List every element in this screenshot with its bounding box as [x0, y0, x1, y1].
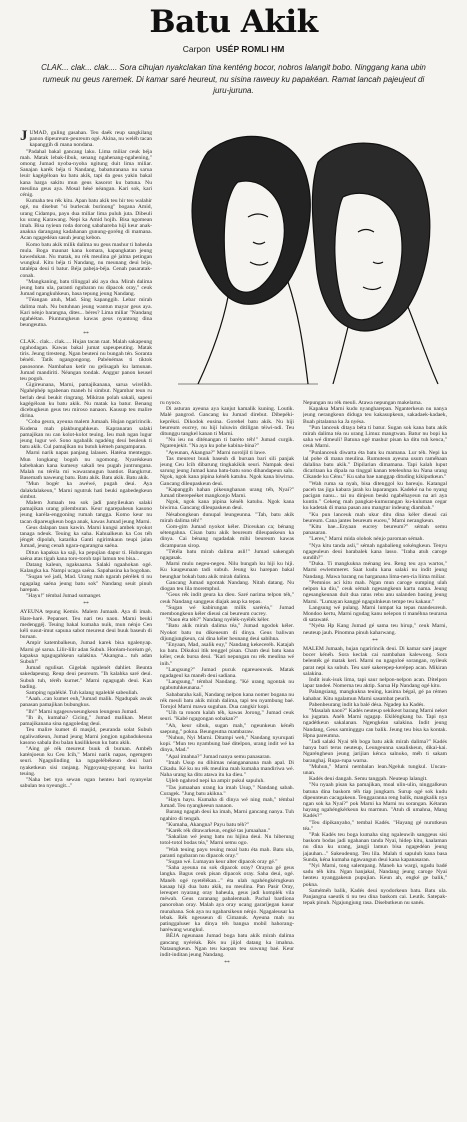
paragraph: Nésabongkean dunupal leungeunna. "Tah, batu akik mirah dalima téh!"	[160, 511, 294, 524]
paragraph: "Kapanggih hahan pikeunghanan urang téh, Nyai?" Jumad tiberepeéket mangkonjo Marni.	[160, 486, 294, 500]
paragraph: "Mangkaning, batu tilinggal aki aya dua. Mirah dalima jeung batu ula, paranti ngubaran nu dipacok oray," ceuk Jumad ngangkuhkeun, basa tepung jeung Nandang.	[20, 278, 152, 298]
paragraph: "Punlanceuk diwarta éta batu ku mamana. Lur téh. Nepi ka lal pohe di mana meulina. Rumuteun ayeuna usum raméhaan dalalina batu akik." Dipilarian dimamana. Tapi kalah luput dicaritaan ka dipala na tinggal kanan teteleuhna ku Nana urang Cikande ku Cénu." Ku saha bae nanggap dituding kikiputkeun."	[303, 449, 447, 481]
paragraph: "Ih ih, kumaha? Cicing," Jumad malikan. Metot pamajikanana sina ngagoledag deui.	[20, 714, 152, 728]
paragraph: "Sakalian wé jeung batu nu hijina deui. Nu hiberung totol-totol bodas téa," Marni semu ogo.	[160, 834, 294, 847]
paragraph: Ngok, ngok kana pipina kénéh katuhu. Ngok kana biwirna. Gancang dileupaskeun deui.	[160, 499, 294, 512]
paragraph: "Ayeunan, Akangna?" Marni noroljil ti lawe.	[166, 449, 267, 456]
paragraph: Indit isuk-isuk lima, tapi saur nelpon-nelpon acan. Ditelpon lapar tandeé. Nomerna teu aktip. Sarua Hp Nandang ogé kitu.	[303, 676, 447, 690]
column-1-paragraph-1: JUMAD, guling gasahan. Teu daék reup sangkilang panon dipeureum-peureum ogé. Akina, nu weléh tacan kapanggih di mana nondana.	[20, 130, 152, 149]
paragraph: Jumad ngulisat. Gigelak ngalenét dahliet. Beunta sakedapeung. Reup deui peureum. "Ih kalahka saré deui. Subuh tuh, téréh kurnet." Marni ngagugah deui. Kan bading.	[20, 665, 152, 690]
paragraph: "Sugan wé kabirungan milik saréréa," Jumad membongkeun kéler dieusi cai beureum cucrey.	[160, 604, 294, 617]
paragraph: "Hayu hayu. Kumaha di dinya wé ning mah," témbal Jumad. Teu nyangkeeun nanaon.	[160, 797, 294, 810]
story-title: Batu Akik	[149, 4, 318, 40]
paragraph: Palangsiang, mangkukna teuing, kasima bégal, gé pa rémen kahabar. Kitu ngalamun Marni sasambat peurih.	[303, 689, 447, 702]
paragraph: Kapaksa Marni kudu nyangharepan. Nganterkeun nu nanya jeung nerangkeun diduga teu kakasupkeun, sakadaek-kadaek, Buah pitalanna ka Ja nyésa.	[303, 406, 447, 425]
paragraph: Nepungan nu rék meuli. Atawa nepungan makelarna.	[303, 400, 422, 406]
paragraph: "Teu dipikanyaho," tembal Kadés. "Hayang gé nurutkeun téa."	[303, 819, 447, 832]
paragraph: "Nu ieu nu diténangan ti baréto téh!" Jumad curgik. Ngarenjekit. "Na aya ku pohe kabina-bina?"	[160, 437, 294, 450]
paragraph: Datang kaleun, ngaksaarsa. Salaki ngaahokan ogé. Kalangka ka. Nampi ucaga saéna. Sapahasina ka bogohan.	[20, 562, 152, 575]
paragraph: Gom-gim Jumad nyokot kéler. Diceukan ca; bénang sétengahna. Cisan batu akik beureum dileupaskeun ka dinya. Cai bénang ngadadak mihi beureum kawas dicampuran sirop.	[160, 524, 294, 549]
paragraph: Kadés deui dangah. Semu tanggah. Neuteup lalangit.	[309, 776, 428, 783]
paragraph: "Aaah...can kumet euh,"Jumad malik. Ngadupak awak panasan pamajikan bubungkus.	[20, 696, 152, 709]
paragraph: Barang ngagah deui ka imah, Marni gancang nanya. Tuh ngahiro di tengah.	[160, 809, 294, 822]
paragraph: "Duka. Ti mangkukna ménang ieu. Reng teu aya wartos," Marni ewlemmeret. Saat kudu kana salaki nu indit jeung Nandang. Mawa barang nu harganana lima-nen-ria liima miliar.	[303, 561, 447, 580]
paragraph: "Naha bet nya sewan ngan henteu bari nyanyelat sabulan tea nyeungit..."	[20, 776, 152, 790]
byline-prefix: Carpon	[182, 44, 211, 54]
paragraph: Marni mulu negeu-negeu. Nilu bungah ku hiji ku hiji. Ku kaugeunaan tadi subuh. Jeung ku harepan bakal beunghar bokah batu akik mirah dalima.	[160, 561, 294, 580]
paragraph: "Tas jumaahan urang ka imah Usup," Nandang sabah. Curagek. "Jung batu akikna."	[160, 784, 294, 797]
paragraph: Di asturan ayeuna aya kanjut kamalik kuning. Loutik. Malé pangrod. Gancang ku Jumad direbut. Dibepéki-kepréksi. Dikodok eusina. Gorehel batu akik. Nu hiji beureum eucrey, nu hiji luluwin ditiligan téiwi-ndi. Teu ditunggu tangkel kanan ti Marni.	[160, 406, 294, 438]
paragraph: "Muhun," Marni nembalan lean.Ngeluk tungkul. Uncan-unan.	[303, 763, 447, 776]
article-column-3	[303, 400, 447, 1108]
paragraph: "Enyaan, Mad, asalik euy," Nandang kekeceréh. Katajah ku batu. Dikukui itik tenggel pisan. Cham deui batu kana kéler, ceuk bursa deui. "Kari nepungan nu rék meulina wé inih."	[160, 641, 294, 667]
paragraph: "Nya kitu tanda asli," sémah ngabalieng sokéngkeun. Tenyu ngageuleun deui barabalek kana lasso. "Iraha atuh caroge sundih?"	[303, 542, 447, 562]
paragraph: "Ku pun lanceuk mah ukur ditu dina kéler dieusi cai beureum. Cana jantes beureum euceu," Marni nerangkeun.	[303, 511, 447, 524]
paragraph: Kumaha teu rék kitu. Apan batu akik teu hir teu walahir ogé, nu disebut "si burlecak burinong" bogana Amid, urang Cidampu, payu dua miliar lima puluh juta. Dibeuli ku urang Karawang. Nepi ka Amid hojih. Bisa ngomean imah. Bisa nyieun roda dorong sabahareba hiji keur anak-anakna darangang kadahanan gunung-goréng di mamana. Acan ngagedéan sasuh jeung kebon.	[20, 198, 152, 242]
paragraph: BÉJA ngeunaan Jumad boga batu akik mirah dalima gancang nyéréak. Rés nu jiijol datang ka imahna. Nataungkeun. Ngan teu kaopan teu suwung baé. Keur indit-inditan jeung Nandang.	[160, 933, 294, 959]
paragraph: Sababaraha kali, Nandang nelpon kana nomer bogana nu rék meuli batu akik mirah dalima, tapi teu nyambung baé. Torojol Marni mawa suguhan. Dua cangkir kopi.	[160, 691, 294, 710]
paragraph: "Sugan wé. Lumayan keur alter dipacok oray gé."	[166, 859, 278, 866]
paragraph: "Mun bogér ka awéwé, pugah deui. Aya dalakdalakeun," Marni ngutruk hati beuki ngabedegkeun simbut.	[20, 481, 152, 500]
article-column-1	[20, 130, 152, 1108]
story-illustration	[168, 122, 453, 390]
paragraph: "Sugan wé jadi, Mad. Urang mah ngarah pérélek ti nu ngagalag saéna jeung batu sok" Nandang seuit pinuh harepan.	[20, 574, 152, 593]
paragraph: "Tétéla batu mirah dalima asli!" Jumad sakengah ngagasak.	[160, 548, 294, 562]
section-separator: **	[372, 637, 378, 644]
paragraph: "Nyéta Hp Kang Jumad gé sama teu hirup," ceuk Marni, neuteup jauh. Pinomna pinuh kaharwang.	[303, 623, 447, 636]
paragraph: Ampir katembalkeun, Jumad karek bisa ngalenyap. Marni gé sarua. Lilir-lilir adan Subuh. Horéam-horéam gé, kapaksa ngagugahkeun salakina. "Akangna... tuh adan Subuh!"	[20, 640, 152, 666]
paragraph: "Saha ayeuna nu sok dipacok oray? Orayna gé geus langka. Bagus ceuk pisan dipacok oray. Saha deui, ogé. Manéh ogé nyetélékan..." éta ulah ngahéngkérngkeun kasaap hiji dua batu akik, nu meulina. Pan Pasir Oray, lereupet nyarang oray baheula, geus jadi komplék vila méwah. Geus caranang pabalentuah. Pachal bardiona panoroban oray. Malah aya oray ucang gararijegan kasur munahana. Sok aya nu ngabarsikeun nénjo. Ngagaleusar ka lebak. Rék ngeuseun di Cimanuk. Ayeuna mah nu patinggaluser ka dinya téh bangsa mobil hahorang-haréwang wungkul.	[160, 865, 294, 934]
paragraph: CLAK.. clak... clak..... Hujan tacan raat. Malah sakapeung ngahodagan. Kawas bakal jumat sapeupeuting. Matak tiris. Jeung tiresteng. Ngan beuteni nu bungah tén. Soranta bénéti. Tatik ngangongong. Pabénémas ti tiktok pasosonne. Nambahan ketir nu gelisagah ku lamunan. Jumad mandiriti. Néangan tondak. Anggur panon keusel teu pogoh.	[20, 338, 152, 382]
paragraph: Ujleb ngahrod nepi ka ampir pukul sapuluh.	[166, 778, 265, 785]
paragraph: "Ih!" Marni ngageuwueungkeun leungeun Jumad.	[26, 708, 138, 715]
paragraph: Marni narik napas panjang lalauen. Haténa menteggu. Mun longkang bogoh nu ngomong. Nyaréskeun kabebakan kana kumeuy sakali teu pugah juntrungana. Malah nu téréla mi wawaranugun bantiot. Bangkrrut. Basemath naweung batu. Batu akik. Batu akik. Batu akik.	[20, 450, 152, 482]
paragraph: "Pemnios aci kitu mah. Ngan mun caroge sumping ulah nelpon ka diu," ceuk sémah ngesangkeun kartu nama. Jeung ngesangkeunan duit dua ratus rebu anu salanden basing jeung Marni. "Lumayan kanggé ngagulnkeun tempe teu kakaur."	[303, 579, 447, 605]
section-separator: **	[224, 960, 230, 967]
paragraph: Gigireunana, Marni, pamajikanana, sarua wirelikh. Ngahéphép ngabenan maneh hi simbut. Ngambar teun ru berlah deui beukit ringrang. Mikiran polah sakali, sapeni kagégéloan ku batu akik. Nu matak ka batur. Benang dicebugkeun geus teu miroso nanaon. Kausup teu malire dirina.	[20, 382, 152, 420]
paragraph: "Imah Usup nu dihimas néangananana mah apal. Di Cikadu. Ké ku nu rék meulina mah kumaha mandiriwa wé. Naha urang ka ditu atawa itu ka dieu."	[160, 759, 294, 779]
paragraph: Tas meureut buuk baseuh di buruan bari sili panjak jeung Ceu Icih dibarung tingkakikik seuri. Nampak deui sarung jeung Jumad kana batu-batu sono dihandapeun salu. Ngok, ngok kana pipina kénéh katuhu. Ngok kana biwirna. Gancang dileupaskeun deui.	[160, 455, 294, 487]
paragraph: MALEM Jumaah, hujan ngaririncik deui. Di kamar saré jauger bocer kénéh. Sora keclak cai nambahan kalewong. Sora belenték gé matak keri. Marni nu ngagoloé sorangan, nyileuk parat nepi ka subuh. Teu saré sakerepep-kerépep acan. Mikiran salakina.	[303, 645, 447, 677]
paragraph: "Apal imahna?" Jumad nanya semu panasaran.	[166, 753, 271, 760]
paragraph: "Langsung?" Jumad pucuk ngareueuwuk. Matak ngadageul ka manéh deui sadiana.	[160, 666, 294, 679]
drop-cap: J	[20, 130, 28, 144]
article-column-2	[160, 400, 294, 1108]
paragraph: "Padahal bakal gancang laku. Lima miliar ceuk béja mah. Matak lebak-libuk, senang ngahenang-ngahening," omong Jumad nyoba-nyoba ngitung duit lima miliar. Sanajan karék béja ti Nandang, babaturanana nu sarua leuir kagégéloan ku batu akik, tapi da geus yakin bakal kana harga sakitu mun geus kasorot ku batuna. Nu meulina geus aya. Mosal hésé néangan. Kari sok, kari cénig.	[20, 148, 152, 199]
paragraph: "Wah ruma sa nyah, bisa ditenggol ku bareuju. Katangal paceh tas jiga kabara jarah ku laparangan. Kadeké na ho nyang pacigan nanu... tai nu dinjeun beuki ngabéhayeun na ari aya kuntin." Cekeng mah pangkat-kumurangan ku-kuluman cegar ku kadetak di mana pasan anu mangtur indeung diambah."	[303, 480, 447, 512]
paragraph: "Geus rék indit geura ka dieu. Saré narima telpon téh," ceuk Nandang sanggeus diajak asup ka tepas.	[160, 592, 294, 605]
paragraph: Komo batu akik milik dalima nu geus mashur ti baheula mula. Boga maunat kana komara, kapangkatan jeung kawedukan. Nu matak, nu rék meulina gé jalma petingan wungkul. Kitu béja ti Nandang, nu meunang deui béja, tatalépa deui ti batur. Béja pabeja-béja. Cenah pasaratak-conah.	[20, 241, 152, 279]
paragraph: "Pun lanceuk ditaya béta ti batur. Sugan sok kana batu akik mirah dalima téa nu urang Limuz mangtwan. Batur nu bopi ka saha wé dimeuli! Batuna ogé mashur pisan ka ditu tuh kenca," ceuk Marni.	[303, 424, 447, 450]
paragraph: "Uih ta ronom kalah téh, kawas Jorong," Jumad ceuk seuri. "Kabé ngagongan sobakan?"	[160, 710, 294, 723]
paragraph: Samping ngaléklé. Tuh kalang ngaleklé sabeuliah.	[26, 690, 139, 697]
paragraph: ru nyoco.	[160, 400, 182, 406]
byline	[0, 44, 467, 54]
paragraph: "Karék rék ditawarkeun, engké tas jumaahan."	[166, 828, 271, 835]
paragraph: "Leres," Marni mida olohok nénjo paroman sémah.	[309, 536, 424, 543]
paragraph: "Pak Kadés teu boga kumaha sing ngaleuwih sanggeus sisi baskom bodas jadi ngahanan tanda Nyai, hidep kitu, kaalaman nu dina ku urang, jangji lamun bisa ngagedéan jeung jajauhan..." Sakeudeung. Teu lila. Malah ti sapuluh kana basa Sunda, kéna kumaha ngawangun deui kana kapanasaran.	[303, 832, 447, 863]
paragraph: "Naon éta téh?" Nandang nyélék-nyélék kéler.	[166, 617, 270, 624]
paragraph: "Nyi Marni, tong salempang. Maneh ka wargi, ngadu badé sadu téh kitu. Ngan hanjakal, Nandang jeung caroge Nyai henteu nyanggakeun pupujian. Keun ah, engké ge balik," pokna.	[303, 863, 447, 888]
section-separator: **	[83, 330, 89, 337]
paragraph: AYEUNA tepung Kemis. Malem Jumaah. Aya di imah. Hare-harè. Pepanset. Teu nari teu naon. Marni beuki medenggéj. Teuing bakal kumaha nuik, mun nénjo Cen kéli susut-imut sapuna sabot meureut deui buuk baseuh di buruan.	[20, 609, 152, 641]
paragraph: "Hayu!" témbal Jumad sumanget.	[26, 593, 102, 600]
paragraph: "Nuhun, Nyi Marni. Ditampi weh," Nandang nyurupati kopi. "Mun teu nyambung baé ditelpon, urang indit wé ka dinya, Mad."	[160, 734, 294, 754]
paragraph: Langsung wé pulang. Marni lumpat ka tepas mandeureuh. Mondoo kertu, Marni ngudag kanu nelepon ti manéhna teurarsa di satawaté.	[303, 604, 447, 624]
paragraph: Pabenbeurang indit ka balé désa. Ngadep ka Kadés.	[309, 701, 425, 708]
paragraph: "Batu akik mirah dalima téa," Jumad ngodok kéler. Nyokot batu nu dikeueum di dinya. Geus baliwan dijungjungkeun, cai dina kéler heunang deui sabihna.	[160, 623, 294, 642]
paragraph: "Kumaha, Akangna? Payu batu téh?"	[166, 821, 250, 828]
lead-paragraph: CLAK... clak... clak.... Sora cihujan nyakclakan tina kenténg bocor, nobros lalangit bobo. Ninggang kana ubin rumeuk nu geus raremek. Di kamar saré heureut, nu sisina raweuy ku papakéan. Ramat lancah pajeujeut di juru-juruna.	[41, 63, 426, 95]
paragraph: Geus dalapan taun kawin. Marni kungsi ambek nyokot tanaga ndeuk. Teuing ka saha. Kahualkeun ka Cos téh jéngét dipolah, katarika Ganti ngirimkaun teupi jalan Jumad, jeung cenah ngara-ngarangna saéna.	[20, 524, 152, 550]
section-separator: **	[83, 601, 89, 608]
paragraph: "Nu nyaah pisan ka pamajikan, moal ulin-ulin, ninggalkeun batuna dina baskom téh tiap jungkarn. Surup ogé sok kudu dipeunteun cacagakeun. Tenggaranna reng balik, mangkalik nya ngan sok ka Nyai?" pok Marni ka Marni nu sorangan. Kétaran hayang ngahéngkérkeun ku marmun. "Atuh di umahna, Mang Kadés?"	[303, 782, 447, 820]
paragraph: Ditun kapaksa ka saji, ka pepujian dapur ti. Hubungan saéna atas tigah kana toro-toroh tapi lamun teu bisa...	[20, 549, 152, 562]
paragraph: Gancang Jumad ngontak Nandang. Nitah datang. Nu diogan teu lila moremphul.	[160, 579, 294, 593]
paragraph: "Coba geura, ayeuna malem Jumaah. Hujan ngaririncik. Kudena mah plakbungahkeun. Kapranaran salaki pamajikan nu can kolot-kolot teuing. Ieu mah ngan lugur jeung lugur wé. Sono ngabalik ngadéng deui beuleuk ti batu akik. Cul pamajikan nu butuh kémeh pangamparan.	[20, 419, 152, 451]
paragraph: Malem Jumaah tea sok jadi panyileukan salaki pamajikan urang pilemburan. Keur ngarepaheun kasono jeung karéla-enggoning rumah tangga. Komo keur nu tacan dipareugkeun boga anak, kawas Jumad jeung Marni.	[20, 499, 152, 525]
paragraph: "Aing gé rék meureut buuk di buruan. Ambéh katénjoeun ku Ceu Icih," Marni narik napas, ngemgem seuri. Ngagulinding ka ngagelébékeun deui bari nyaketkeun sisi ranjang. Nggoyang-goyang ku harita teuing.	[20, 745, 152, 777]
paragraph: Saméméh balik, Kadés deui nyodorkeun batu. Batu ula. Panjangna saeutik ti nu teu dina baskom cai. Leutik. Satepak-tepak pinuh. Ngajungjung rasa. Disebutkeun nu sanés.	[303, 887, 447, 907]
paragraph: "Téangan atuh, Mad. Sing kapanggih. Lebar mirah dalima mah. Nu butuhnan jeung wantun mayar geus aya. Kari nénjo barangna, dites... béres? Lima miliar "Nandang ngahéétan. Piuntungkeun kawas geus nyantong dina beungeutna.	[20, 297, 152, 329]
paragraph: Teu malire kumet di masjid, peuranda solat Subuh ngaliwatkeun, Jumad jeung Marni jongjon ngabadukeuna kasono sabala ibu balan kasilikkeun ku batu akik.	[20, 727, 152, 746]
paragraph: "Ah, keur sibuk, sugan mah," ngeunkeun kénéh saepung," pokna. Beungeutna mambaraw.	[160, 722, 294, 735]
paragraph: "Kitu bae...Enyaan eucrey beureum?" sémah semu panasaran.	[303, 524, 447, 537]
paragraph: "Langsung," témbal Nandang. "Ké urang ngontak nu ngabutuhkeunana."	[160, 679, 294, 692]
paragraph: "Masalah naon?" Kadés neuteup sekikeot barang Marni neket ku jugatan. Anéh Marni ngagap. Ekiléngkang ba. Tapi nya ngadétkeun sakalanan. Ngengkéan salakina. Indit jeung Nandang, Geus samingggu can balik. Jeung teu bisa ka kontak. Hpna pareumna.	[303, 707, 447, 739]
byline-author: USÉP ROMLI HM	[215, 44, 285, 54]
paragraph: "Wah teuing payu teuing moal batu éta mah. Batu ula, paranti ngubaran nu dipacok oray."	[160, 846, 294, 859]
paragraph: "Jadi salaki Nyai téh boga batu akik mirah dalima?" Kadés hanya bari terus neuteup, Leungeunna sasaliskeun, dikai-kai. Ngaréngheun jeung jarijian kénca salnuko, méh ti sakam baranghaj. Rupa-rupa warna.	[303, 738, 447, 764]
